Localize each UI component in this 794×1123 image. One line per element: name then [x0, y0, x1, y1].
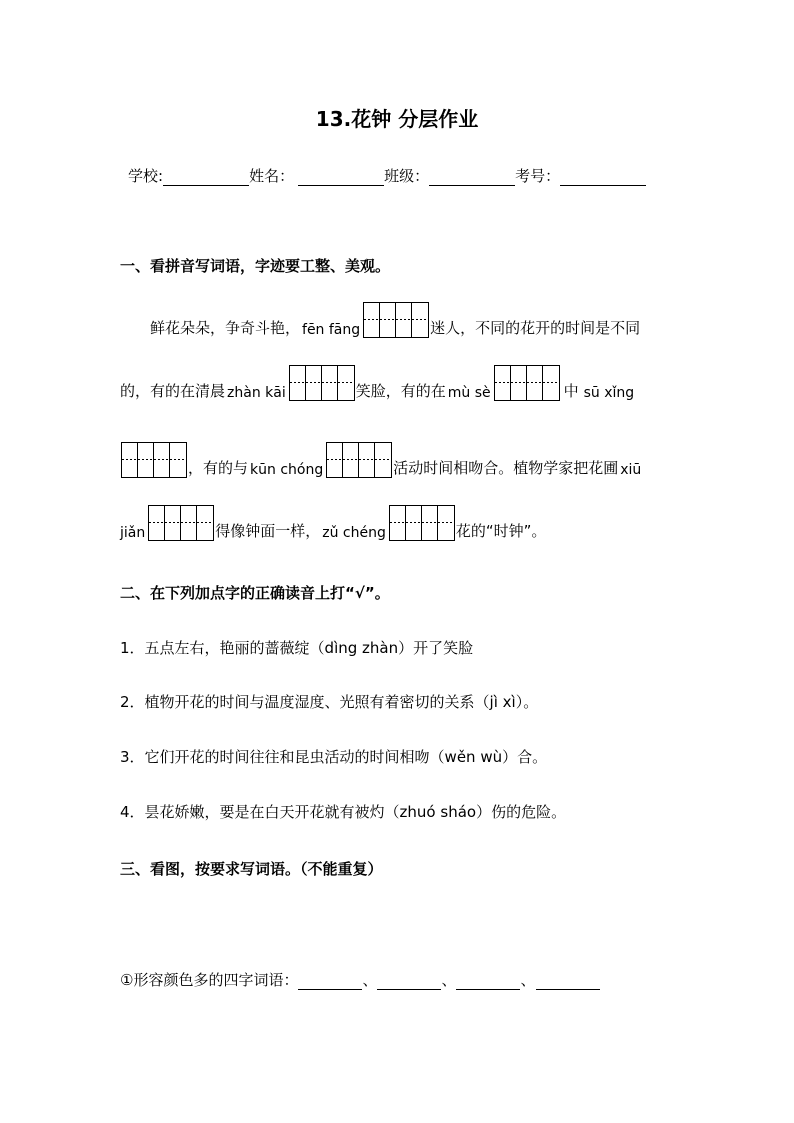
separator: 、: [520, 971, 536, 989]
answer-grid[interactable]: [326, 442, 392, 478]
school-blank[interactable]: [163, 169, 249, 186]
s3-q1-text: ①形容颜色多的四字词语：: [120, 971, 299, 989]
s2-question-1: 1．五点左右，艳丽的蔷薇绽（dìng zhàn）开了笑脸: [120, 639, 474, 657]
s1-line3: [120, 442, 643, 478]
separator: 、: [441, 971, 457, 989]
s1-text: ，有的与: [188, 459, 249, 477]
s1-text: 迷人，不同的花开的时间是不同: [430, 319, 641, 337]
separator: 、: [362, 971, 378, 989]
answer-grid[interactable]: [121, 442, 187, 478]
pinyin: sū xǐng: [583, 385, 635, 401]
answer-blank[interactable]: [298, 975, 362, 990]
s1-text: 鲜花朵朵，争奇斗艳，: [150, 319, 301, 337]
pinyin: xiū: [620, 462, 642, 478]
name-label: 姓名：: [249, 167, 295, 185]
number-label: 考号：: [515, 167, 561, 185]
s2-question-4: 4．昙花娇嫩，要是在白天开花就有被灼（zhuó sháo）伤的危险。: [120, 803, 567, 821]
s1-text: 花的“时钟”。: [455, 522, 547, 540]
pinyin: zhàn kāi: [227, 385, 286, 401]
s1-text: 中: [563, 382, 579, 400]
s1-line1: [150, 302, 640, 338]
pinyin: mù sè: [447, 385, 491, 401]
student-info-row: [128, 165, 646, 186]
s1-text: 的，有的在清晨: [120, 382, 226, 400]
answer-grid[interactable]: [494, 365, 560, 401]
s2-question-3: 3．它们开花的时间往往和昆虫活动的时间相吻（wěn wù）合。: [120, 748, 548, 766]
s1-text: 得像钟面一样，: [215, 522, 321, 540]
s1-text: 笑脸，有的在: [355, 382, 446, 400]
s3-question-1: [120, 969, 600, 990]
name-blank[interactable]: [298, 169, 384, 186]
pinyin: kūn chóng: [250, 462, 324, 478]
s1-line2: [120, 365, 636, 401]
s1-line4: [120, 505, 546, 541]
section1-heading: 一、看拼音写词语，字迹要工整、美观。: [120, 257, 391, 275]
answer-blank[interactable]: [536, 975, 600, 990]
class-label: 班级：: [384, 167, 430, 185]
answer-grid[interactable]: [148, 505, 214, 541]
school-label: 学校:: [128, 167, 164, 185]
pinyin: fēn fāng: [302, 322, 361, 338]
number-blank[interactable]: [560, 169, 646, 186]
s1-text: 活动时间相吻合。植物学家把花圃: [393, 459, 619, 477]
pinyin: zǔ chéng: [322, 525, 386, 541]
section3-heading: 三、看图，按要求写词语。（不能重复）: [120, 860, 383, 878]
answer-grid[interactable]: [289, 365, 355, 401]
class-blank[interactable]: [429, 169, 515, 186]
answer-grid[interactable]: [363, 302, 429, 338]
section2-heading: 二、在下列加点字的正确读音上打“√”。: [120, 584, 390, 602]
answer-grid[interactable]: [389, 505, 455, 541]
page-title: 13.花钟 分层作业: [315, 107, 479, 131]
s2-question-2: 2．植物开花的时间与温度湿度、光照有着密切的关系（jì xì）。: [120, 693, 539, 711]
answer-blank[interactable]: [377, 975, 441, 990]
answer-blank[interactable]: [456, 975, 520, 990]
pinyin: jiǎn: [120, 525, 146, 541]
